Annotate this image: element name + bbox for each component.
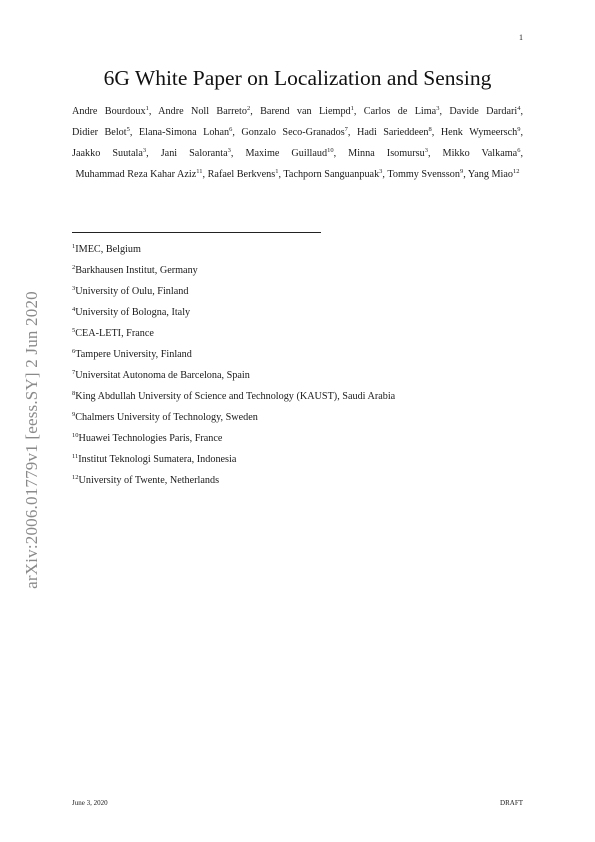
author: Elana-Simona Lohan$^6$,: [138, 126, 235, 138]
affiliation-item: $^8$King Abdullah University of Science and Technology (KAUST), Saudi Arabia: [72, 390, 396, 402]
affiliation-item: $^2$Barkhausen Institut, Germany: [72, 264, 198, 276]
affiliation-item: $^5$CEA-LETI, France: [72, 327, 154, 339]
affiliation-list: [72, 241, 523, 493]
affiliation-item: $^9$Chalmers University of Technology, Sweden: [72, 411, 258, 423]
arxiv-identifier-stamp[interactable]: arXiv:2006.01779v1 [eess.SY] 2 Jun 2020: [22, 291, 41, 589]
page-number: 1: [519, 33, 523, 42]
affiliation-item: $^{12}$University of Twente, Netherlands: [72, 474, 220, 486]
affiliation-item: $^1$IMEC, Belgium: [72, 243, 141, 255]
affiliation-item: $^{10}$Huawei Technologies Paris, France: [72, 432, 223, 444]
author: Minna Isomursu$^3$,: [348, 147, 431, 159]
author: Tachporn Sanguanpuak$^3$,: [283, 168, 385, 180]
author: Henk Wymeersch$^9$,: [440, 126, 524, 138]
author: Maxime Guillaud$^{10}$,: [245, 147, 337, 159]
author: Rafael Berkvens$^1$,: [207, 168, 282, 180]
author: Carlos de Lima$^3$,: [363, 105, 442, 117]
footer-draft-label: DRAFT: [500, 799, 523, 807]
affiliation-item: $^7$Universitat Autonoma de Barcelona, Spain: [72, 369, 250, 381]
author: Andre Bourdoux$^1$,: [72, 105, 152, 117]
footer-date: June 3, 2020: [72, 799, 108, 807]
affiliation-item: $^6$Tampere University, Finland: [72, 348, 192, 360]
author: Mikko Valkama$^6$,: [442, 147, 523, 159]
author: Muhammad Reza Kahar Aziz$^{11}$,: [75, 168, 206, 180]
author: Tommy Svensson$^9$,: [387, 168, 466, 180]
author: Gonzalo Seco-Granados$^7$,: [241, 126, 351, 138]
author: Davide Dardari$^4$,: [449, 105, 524, 117]
author: Jani Saloranta$^3$,: [160, 147, 234, 159]
author: Hadi Sarieddeen$^8$,: [356, 126, 435, 138]
footnote-rule: [72, 232, 321, 233]
affiliation-item: $^4$University of Bologna, Italy: [72, 306, 191, 318]
author-list: [72, 101, 523, 185]
author: Yang Miao$^{12}$: [467, 168, 520, 180]
author: Andre Noll Barreto$^2$,: [158, 105, 253, 117]
author: Jaakko Suutala$^3$,: [72, 147, 149, 159]
affiliation-item: $^3$University of Oulu, Finland: [72, 285, 189, 297]
affiliation-item: $^{11}$Institut Teknologi Sumatera, Indonesia: [72, 453, 237, 465]
paper-title: 6G White Paper on Localization and Sensing: [103, 66, 492, 90]
author: Didier Belot$^5$,: [72, 126, 133, 138]
author: Barend van Liempd$^1$,: [260, 105, 357, 117]
